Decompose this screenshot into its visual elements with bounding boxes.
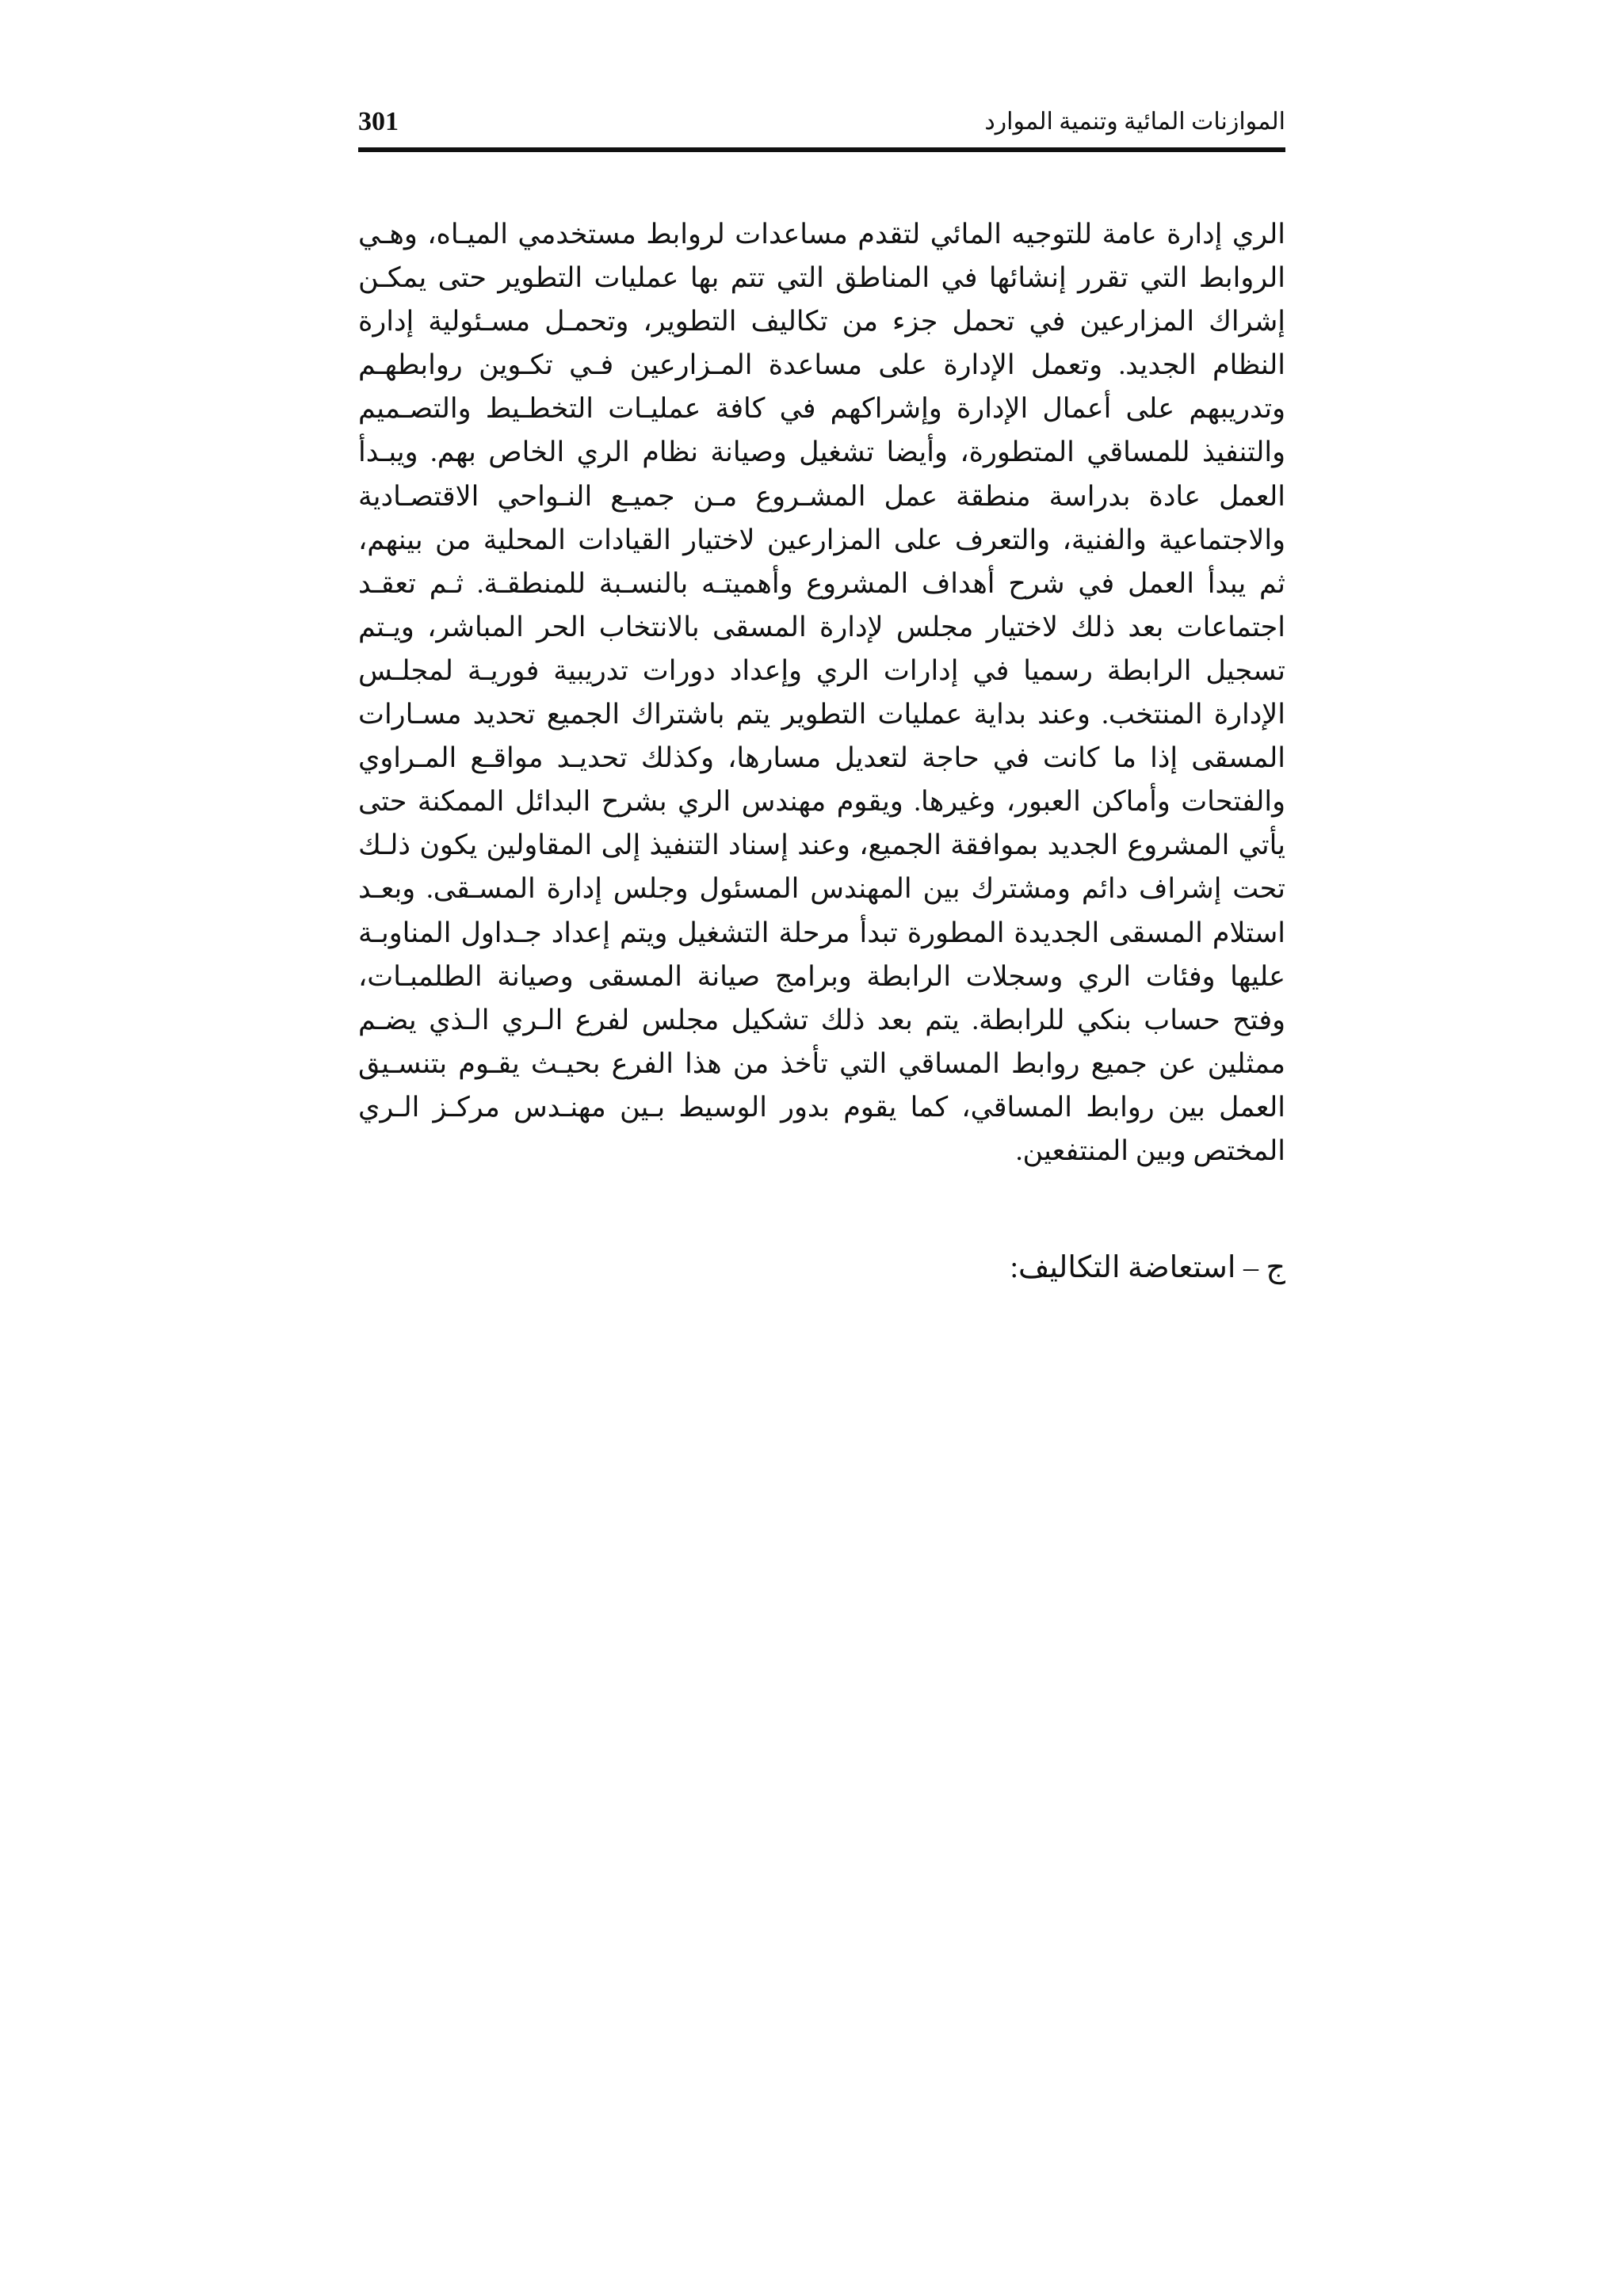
body-paragraph: [358, 212, 1285, 1173]
running-title: الموازنات المائية وتنمية الموارد: [984, 109, 1285, 135]
page-header: [358, 101, 1285, 149]
text-line: وفتح حساب بنكي للرابطة. يتم بعد ذلك تشكيل مجلس لفرع الـري الـذي يضـم: [358, 1004, 1285, 1035]
text-line: تسجيل الرابطة رسميا في إدارات الري وإعداد دورات تدريبية فوريـة لمجلـس: [358, 654, 1285, 686]
text-line: استلام المسقى الجديدة المطورة تبدأ مرحلة التشغيل ويتم إعداد جـداول المناوبـة: [358, 917, 1285, 948]
text-line: العمل بين روابط المساقي، كما يقوم بدور الوسيط بـين مهنـدس مركـز الـري: [358, 1091, 1285, 1123]
header-divider: [358, 147, 1285, 152]
text-line: المختص وبين المنتفعين.: [1015, 1135, 1285, 1166]
text-line: النظام الجديد. وتعمل الإدارة على مساعدة المـزارعين فـي تكـوين روابطهـم: [358, 349, 1285, 381]
text-line: يأتي المشروع الجديد بموافقة الجميع، وعند إسناد التنفيذ إلى المقاولين يكون ذلـك: [358, 830, 1285, 861]
text-line: وتدريبهم على أعمال الإدارة وإشراكهم في كافة عمليـات التخطـيط والتصـميم: [358, 393, 1285, 425]
text-line: الري إدارة عامة للتوجيه المائي لتقدم مساعدات لروابط مستخدمي الميـاه، وهـي: [358, 219, 1285, 250]
text-line: عليها وفئات الري وسجلات الرابطة وبرامج صيانة المسقى وصيانة الطلمبـات،: [358, 960, 1285, 992]
text-line: الروابط التي تقرر إنشائها في المناطق التي تتم بها عمليات التطوير حتى يمكـن: [358, 262, 1285, 294]
page-number: 301: [358, 107, 399, 136]
text-line: ثم يبدأ العمل في شرح أهداف المشروع وأهميتـه بالنسـبة للمنطقـة. ثـم تعقـد: [358, 567, 1285, 599]
text-line: المسقى إذا ما كانت في حاجة لتعديل مسارها، وكذلك تحديـد مواقـع المـراوي: [358, 742, 1285, 774]
text-line: والتنفيذ للمساقي المتطورة، وأيضا تشغيل وصيانة نظام الري الخاص بهم. ويبـدأ: [358, 437, 1285, 468]
text-line: ممثلين عن جميع روابط المساقي التي تأخذ من هذا الفرع بحيـث يقـوم بتنسـيق: [358, 1047, 1285, 1079]
text-line: اجتماعات بعد ذلك لاختيار مجلس لإدارة المسقى بالانتخاب الحر المباشر، ويـتم: [358, 611, 1285, 643]
text-line: إشراك المزارعين في تحمل جزء من تكاليف التطوير، وتحمـل مسـئولية إدارة: [358, 306, 1285, 338]
text-line: الإدارة المنتخب. وعند بداية عمليات التطوير يتم باشتراك الجميع تحديد مسـارات: [358, 699, 1285, 730]
section-heading: ج – استعاضة التكاليف:: [1010, 1251, 1285, 1284]
text-line: والاجتماعية والفنية، والتعرف على المزارعين لاختيار القيادات المحلية من بينهم،: [358, 524, 1285, 555]
text-line: العمل عادة بدراسة منطقة عمل المشـروع مـن جميـع النـواحي الاقتصـادية: [358, 480, 1285, 512]
text-line: والفتحات وأماكن العبور، وغيرها. ويقوم مهندس الري بشرح البدائل الممكنة حتى: [358, 786, 1285, 818]
text-line: تحت إشراف دائم ومشترك بين المهندس المسئول وجلس إدارة المسـقى. وبعـد: [358, 873, 1285, 905]
